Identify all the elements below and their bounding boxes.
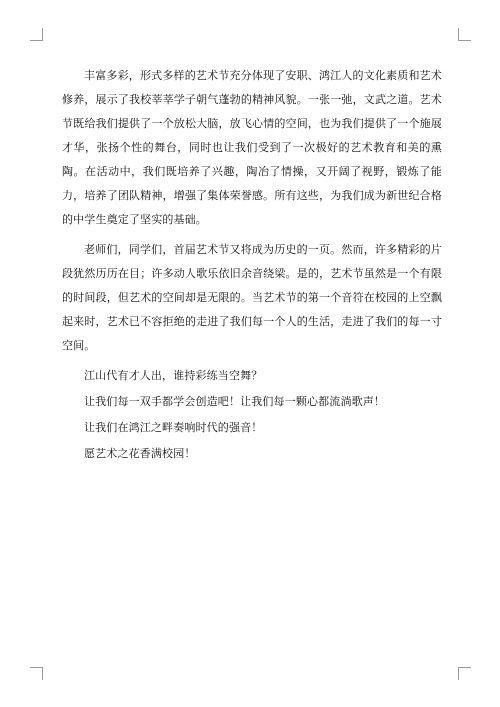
document-body: [62, 64, 442, 466]
crop-mark-bottom-right: [458, 667, 471, 680]
paragraph-6: 愿艺术之花香满校园！: [84, 447, 196, 460]
paragraph-1: 丰富多彩，形式多样的艺术节充分体现了安职、鸿江人的文化素质和艺术修养，展示了我校莘莘学子朝气蓬勃的精神风貌。一张一弛，文武之道。艺术节既给我们提供了一个放松大脑，放飞心情的空间，也为我们提供了一个施展才华，张扬个性的舞台，同时也让我们受到了一次极好的艺术教育和美的熏陶。在活动中，我们既培养了兴趣，陶冶了情操，又开阔了视野，锻炼了能力，培养了团队精神，增强了集体荣誉感。所有这些，为我们成为新世纪合格的中学生奠定了坚实的基础。: [62, 69, 442, 226]
paragraph-4: 让我们每一双手都学会创造吧！让我们每一颗心都流淌歌声！: [84, 395, 386, 408]
crop-mark-top-left: [30, 28, 43, 41]
crop-mark-top-right: [458, 28, 471, 41]
paragraph-5: 让我们在鸿江之畔奏响时代的强音！: [84, 421, 263, 434]
paragraph-2: 老师们，同学们，首届艺术节又将成为历史的一页。然而，许多精彩的片段犹然历历在目；许多动人歌乐依旧余音绕梁。是的，艺术节虽然是一个有限的时间段，但艺术的空间却是无限的。当艺术节的第一个音符在校园的上空飘起来时，艺术已不容拒绝的走进了我们每一个人的生活，走进了我们的每一寸空间。: [62, 243, 442, 352]
paragraph-3: 江山代有才人出，谁持彩练当空舞？: [84, 369, 263, 382]
crop-mark-bottom-left: [30, 667, 43, 680]
